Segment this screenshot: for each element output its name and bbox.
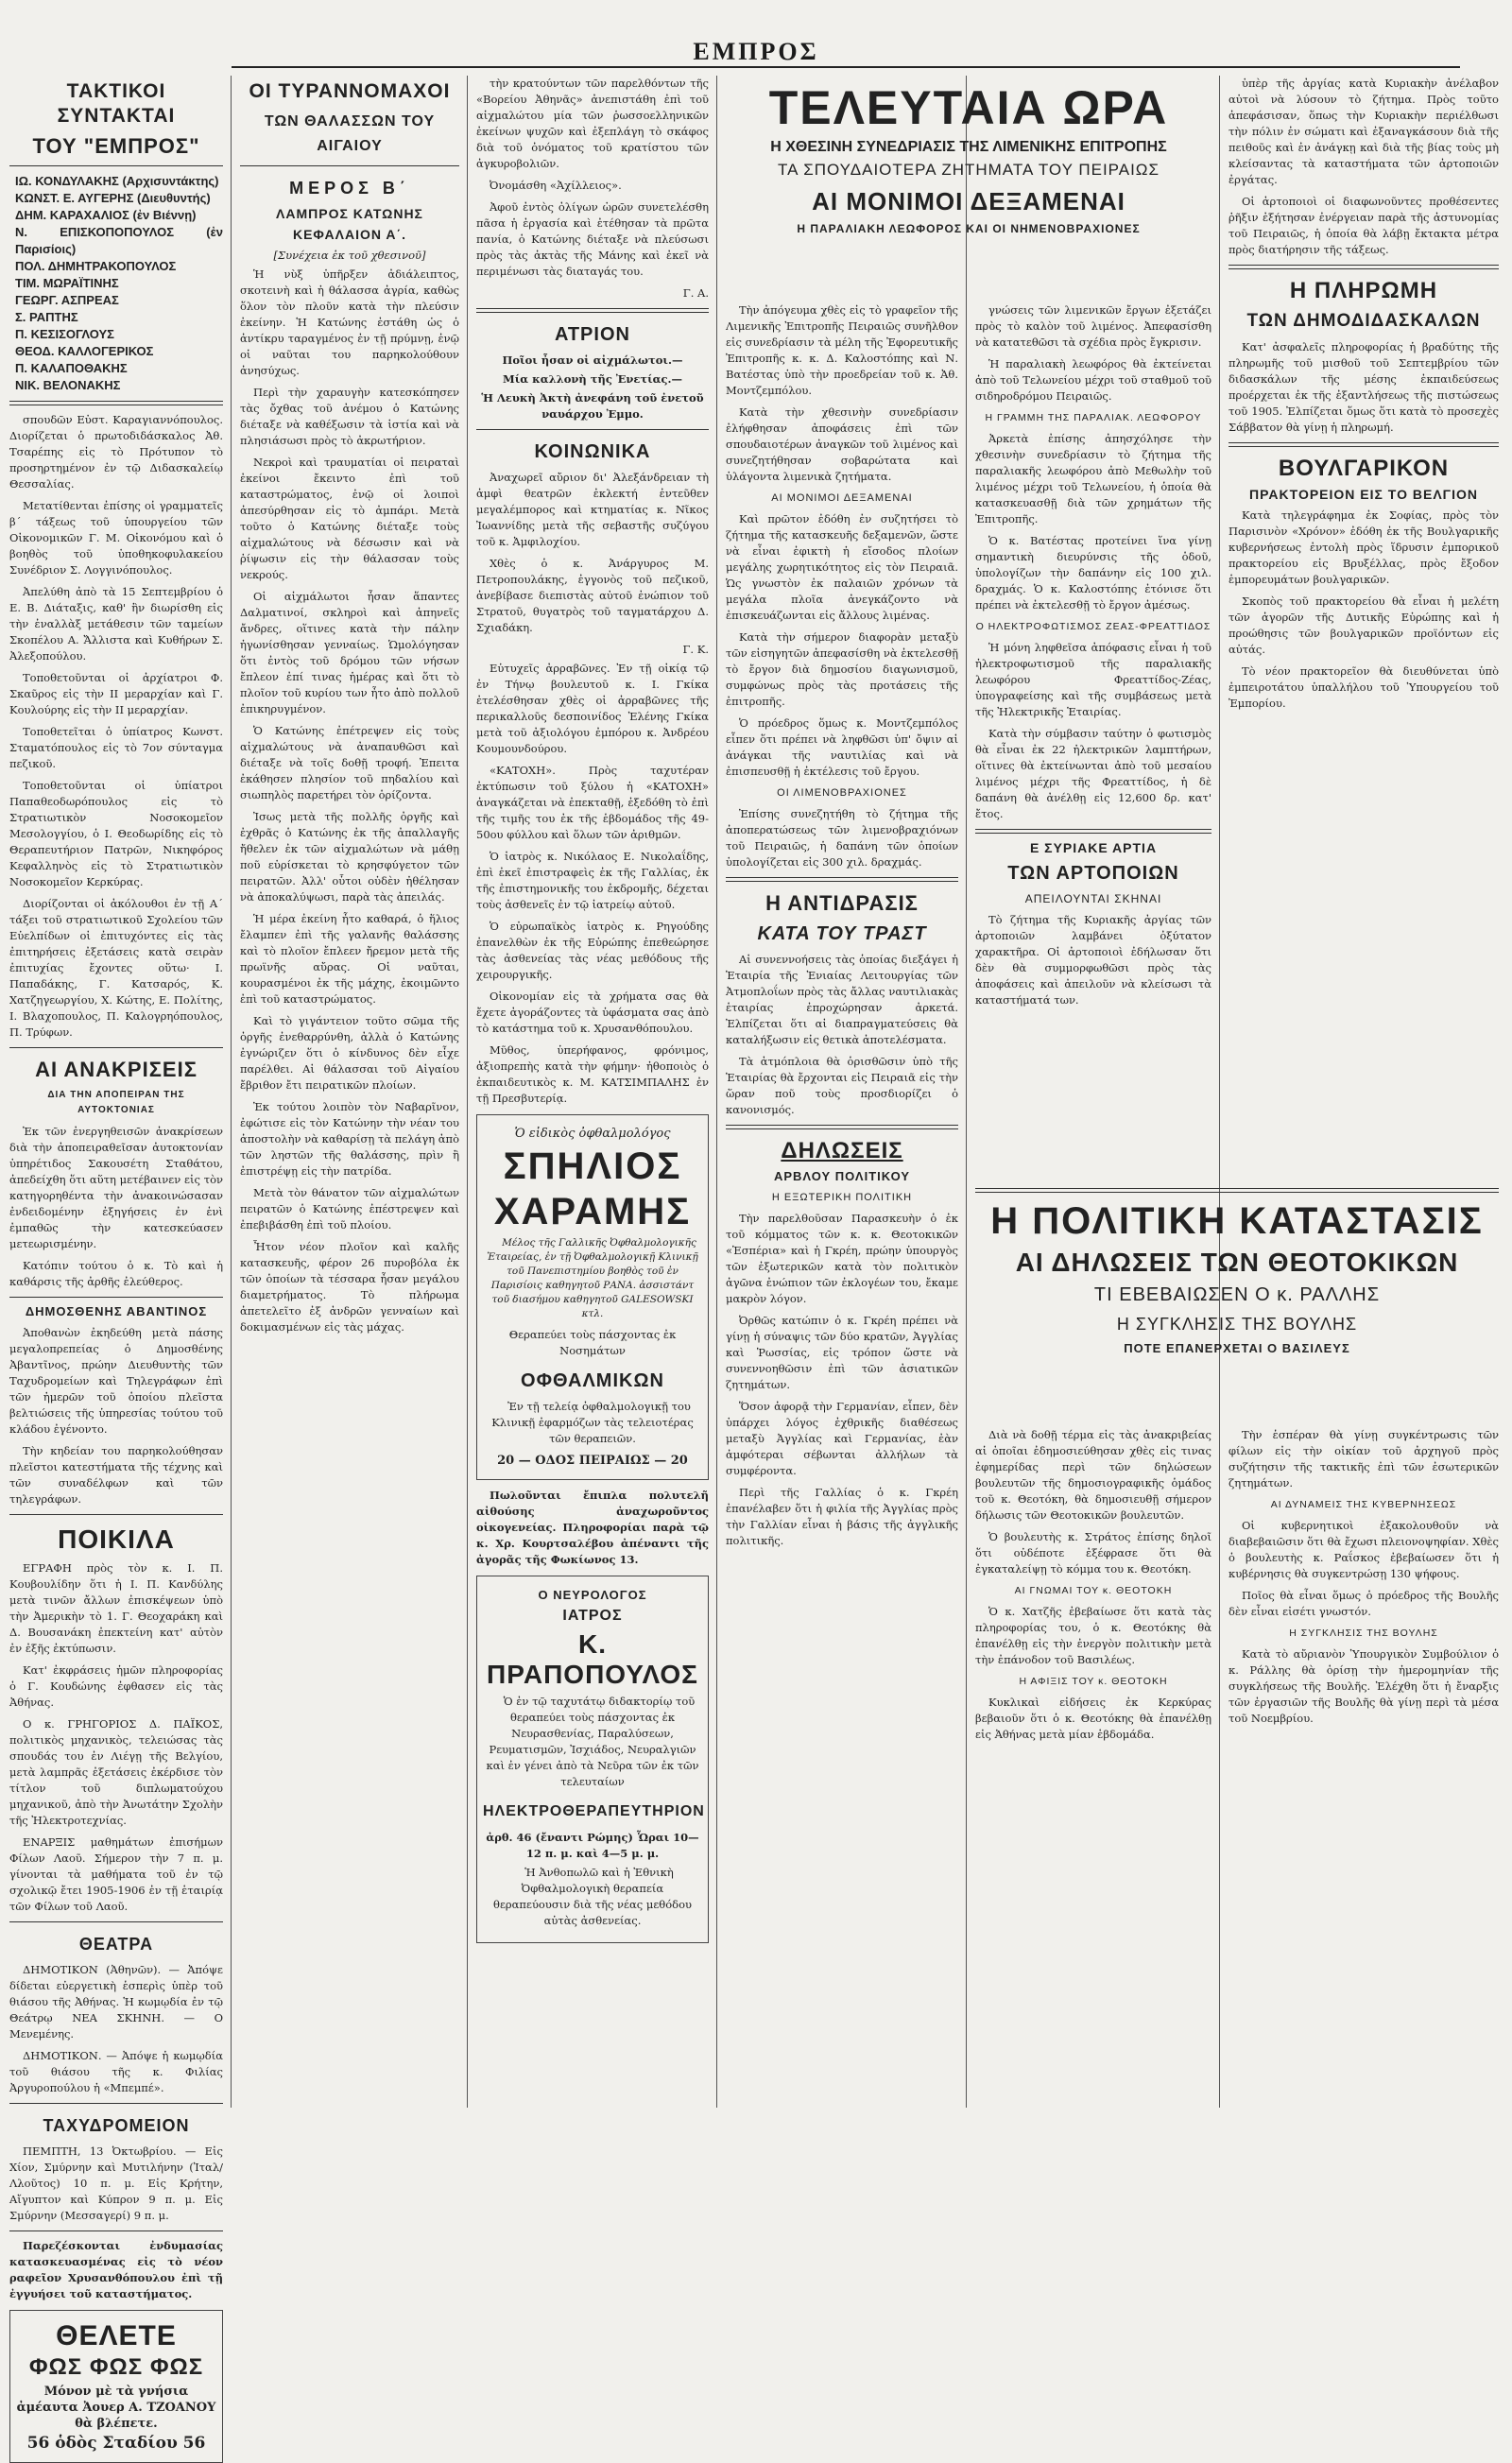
article-paragraph: ΕΝΑΡΞΙΣ μαθημάτων ἐπισήμων Φίλων Λαοῦ. Σήμερον τὴν 7 π. μ. γίνονται τὰ μαθήματα τοῦ ἐν τῷ σχολικῷ ἔτει 1905-1906 ἐν τῇ ἑταιρίᾳ τῶν Φίλων τοῦ Λαοῦ. — [9, 1835, 223, 1913]
serial-part: ΜΕΡΟΣ Β΄ — [289, 179, 410, 198]
column-6-lower — [1228, 1427, 1499, 2117]
serial-continued: [Συνέχεια ἐκ τοῦ χθεσινοῦ] — [273, 249, 426, 262]
article-paragraph: Κατὰ τὴν σύμβασιν ταύτην ὁ φωτισμὸς θὰ εἶναι ἐκ 22 ἠλεκτρικῶν λαμπτήρων, οἵτινες θὰ ἐκτείνωνται ἀπὸ τοῦ μεσαίου λιμένος μέχρι τῆς Φρεαττίδος, ἡ δὲ δαπάνη θὰ ἀνέλθῃ εἰς 12,600 δρ. κατ' ἔτος. — [975, 727, 1211, 820]
article-paragraph: Νεκροὶ καὶ τραυματίαι οἱ πειραταὶ ἐκείνοι ἔκειντο ἐπὶ τοῦ καταστρώματος, ἐνῷ οἱ λοιποὶ ἀπεσύρθησαν εἰς τὸ ἀμπάρι. Μετὰ τοῦτο ὁ Κατώνης διέταξε τοὺς αἰχμαλώτους νὰ δέσωσιν καὶ νὰ ῥίψωσιν εἰς τὴν θάλασσαν τοὺς νεκρούς. — [240, 456, 459, 581]
divider — [9, 2103, 223, 2104]
headline-sub: Η ΧΘΕΣΙΝΗ ΣΥΝΕΔΡΙΑΣΙΣ ΤΗΣ ΛΙΜΕΝΙΚΗΣ ΕΠΙΤΡΟΠΗΣ — [770, 139, 1167, 155]
divider — [9, 2230, 223, 2231]
ad-text: Μόνον μὲ τὰ γνήσια ἀμέαυτα Ἀουερ Α. ΤΖΟΑΝΟΥ θὰ βλέπετε. — [16, 2385, 216, 2431]
column-rule — [467, 76, 468, 2108]
divider — [9, 1921, 223, 1922]
section-subheading: Η ΓΡΑΜΜΗ ΤΗΣ ΠΑΡΑΛΙΑΚ. ΛΕΩΦΟΡΟΥ — [985, 412, 1202, 423]
ad-title: ΘΕΛΕΤΕ — [56, 2320, 177, 2351]
divider — [975, 1188, 1499, 1193]
ad-text: Ἡ Ἀνθοπωλῶ καὶ ἡ Ἐθνικὴ Ὀφθαλμολογικὴ θεραπεία θεραπεύουσιν διὰ τῆς νέας μεθόδου αὐτὰς ἀσθενείας. — [493, 1866, 692, 1927]
ad-headline: ΦΩΣ ΦΩΣ ΦΩΣ — [28, 2354, 204, 2380]
article-paragraph: Ἐκ τούτου λοιπὸν τὸν Ναβαρῖνον, ἐφώτισε εἰς τὸν Κατώνην τὴν νέαν του ἀποστολὴν νὰ καθαρίσῃ τὰ πελάγη ἀπὸ τῶν ληστῶν τῆς θαλάσσης, πρὶν ἢ ἐπιστρέψῃ εἰς τὴν πατρίδα. — [240, 1100, 459, 1178]
section-subheading: ΑΡΒΛΟΥ ΠΟΛΙΤΙΚΟΥ — [773, 1169, 910, 1183]
headline-sub: Η ΣΥΓΚΛΗΣΙΣ ΤΗΣ ΒΟΥΛΗΣ — [1116, 1315, 1358, 1334]
staff-name: Π. ΚΑΛΑΠΟΘΑΚΗΣ — [15, 361, 128, 375]
article-paragraph: ΔΗΜΟΤΙΚΟΝ (Ἀθηνῶν). — Ἀπόψε δίδεται εὐεργετικὴ ἑσπερὶς ὑπὲρ τοῦ θιάσου τῆς Ἀθήνας. Ἡ κωμῳδία ἐν τῷ Θεάτρῳ ΝΕΑ ΣΚΗΝΗ. — Ο Μενεμένης. — [9, 1963, 223, 2041]
divider — [9, 401, 223, 405]
divider — [726, 877, 958, 882]
article-paragraph: Ὀρθῶς κατώπιν ὁ κ. Γκρέη πρέπει νὰ γίνῃ ἡ σύναψις τῶν δύο κρατῶν, Ἀγγλίας καὶ Ῥωσσίας, εἰς τρόπον ὥστε νὰ συνεννοηθῶσιν ἐπὶ τῶν ἀσιατικῶν ζητημάτων. — [726, 1314, 958, 1391]
staff-name: Π. ΚΕΣΙΣΟΓΛΟΥΣ — [15, 327, 114, 341]
column-rule — [966, 76, 967, 2108]
article-paragraph: Ὁ κ. Χατζῆς ἐβεβαίωσε ὅτι κατὰ τὰς πληροφορίας του, ὁ κ. Θεοτόκης θὰ ἐπανέλθῃ εἰς τὴν ἐνεργὸν πολιτικὴν μετὰ τὴν ἐπάνοδον τοῦ Βασιλέως. — [975, 1605, 1211, 1666]
headline: Η ΠΟΛΙΤΙΚΗ ΚΑΤΑΣΤΑΣΙΣ — [990, 1200, 1484, 1242]
staff-name: Ν. ΕΠΙΣΚΟΠΟΠΟΥΛΟΣ (ἐν Παρισίοις) — [15, 225, 223, 256]
article-paragraph: Μῦθος, ὑπερήφανος, φρόνιμος, ἀξιοπρεπὴς κατὰ τὴν φήμην· ἠθοποιὸς ὁ ἐκπαιδευτικὸς κ. Μ. ΚΑΤΣΙΜΠΑΛΗΣ ἐν τῇ Πρεσβυτερίᾳ. — [476, 1043, 709, 1105]
article-paragraph: Αἱ συνεννοήσεις τὰς ὁποίας διεξάγει ἡ Ἑταιρία τῆς Ἑνιαίας Λειτουργίας τῶν Ἀτμοπλοΐων πρὸς τὰς ἄλλας ναυτιλιακὰς ἑταιρίας ἐπροχώρησαν ἀρκετά. Ἐλπίζεται ὅτι αἱ διαπραγματεύσεις θὰ καταλήξωσιν εἰς θετικὰ ἀποτελέσματα. — [726, 953, 958, 1046]
headline-sub: ΑΙ ΔΗΛΩΣΕΙΣ ΤΩΝ ΘΕΟΤΟΚΙΚΩΝ — [1015, 1248, 1459, 1277]
article-paragraph: Σκοπὸς τοῦ πρακτορείου θὰ εἶναι ἡ μελέτη τῶν ἀγορῶν τῆς Δυτικῆς Εὐρώπης καὶ ἡ προώθησις τῶν βουλγαρικῶν προϊόντων εἰς αὐτάς. — [1228, 594, 1499, 656]
divider — [9, 165, 223, 166]
article-paragraph: Χθὲς ὁ κ. Ἀνάργυρος Μ. Πετροπουλάκης, ἐγγονὸς τοῦ πεζικοῦ, ἀνεβίβασε διεπιστὰς αὐτοῦ ἐνώπιον τοῦ Στρατοῦ, θυγατρὸς τοῦ ταγματάρχου Δ. Σχιαδάκη. — [476, 557, 709, 634]
section-heading: ΤΑΧΥΔΡΟΜΕΙΟΝ — [43, 2116, 190, 2135]
article-paragraph: ΕΓΡΑΦΗ πρὸς τὸν κ. Ι. Π. Κουβουλίδην ὅτι ἡ Ι. Π. Κανδύλης μετὰ τινῶν ἄλλων ἐπισκέψεων ὑπὸ τὴν Ἀμερικὴν τὸ 1. Γ. Θεοχαράκη καὶ Δ. Βουσανάκη ἐπεκτείνη κατ' αὐτὸν ἐν ἐξῆς ἐκτύπωσιν. — [9, 1561, 223, 1655]
article-paragraph: Καὶ πρῶτον ἐδόθη ἐν συζητήσει τὸ ζήτημα τῆς κατασκευῆς δεξαμενῶν, ὥστε νὰ εἶναι ἐφικτὴ ἡ εἴσοδος πλοίων μεγάλης χωρητικότητος εἰς τὸν Πειραιᾶ. Ὡς γνωστὸν ἐκ παλαιῶν χρόνων τὰ μεγάλα πλοῖα ἀνεγκάζοντο νὰ ἐπισκευάζωνται εἰς ἄλλους λιμένας. — [726, 512, 958, 622]
divider — [9, 1297, 223, 1298]
article-paragraph: Περὶ τὴν χαραυγὴν κατεσκόπησεν τὰς ὄχθας τοῦ ἀνέμου ὁ Κατώνης διέταξε νὰ καθέξωσιν τὰ ἱστία καὶ νὰ πλησιάσωσι πρὸς τὸ ἀκρωτήριον. — [240, 386, 459, 447]
column-4 — [726, 302, 958, 2117]
ad-headline: ΟΦΘΑΛΜΙΚΩΝ — [521, 1370, 664, 1391]
divider — [1228, 442, 1499, 447]
section-subheading: ΑΙ ΜΟΝΙΜΟΙ ΔΕΞΑΜΕΝΑΙ — [771, 492, 913, 504]
article-paragraph: Τὴν ἑσπέραν θὰ γίνῃ συγκέντρωσις τῶν φίλων εἰς τὴν οἰκίαν τοῦ ἀρχηγοῦ πρὸς συζήτησιν τῆς τακτικῆς ἐπὶ τῶν ἐσωτερικῶν ζητημάτων. — [1228, 1428, 1499, 1490]
article-paragraph: Τὰ ἀτμόπλοια θὰ ὁρισθῶσιν ὑπὸ τῆς Ἑταιρίας θὰ ἔρχονται εἰς Πειραιᾶ εἰς τὴν ὥραν ποῦ τοὺς προσδιορίζει ὁ κανονισμός. — [726, 1055, 958, 1116]
column-rule — [231, 76, 232, 2108]
ad-text: Ἐν τῇ τελείᾳ ὀφθαλμολογικῇ του Κλινικῇ ἐφαρμόζων τὰς τελειοτέρας τῶν θεραπειῶν. — [491, 1400, 694, 1445]
column-2 — [240, 76, 459, 2117]
article-paragraph: Οἰκονομίαν εἰς τὰ χρήματα σας θὰ ἔχετε ἀγοράζοντες τὰ ὑφάσματα σας ἀπὸ τὸ κατάστημα τοῦ κ. Χρυσανθόπουλου. — [476, 990, 709, 1035]
section-heading: ΠΟΙΚΙΛΑ — [58, 1524, 175, 1554]
column-6 — [1228, 76, 1499, 1172]
ad-name: ΣΠΗΛΙΟΣ — [503, 1145, 682, 1187]
column-rule — [716, 76, 717, 2108]
article-paragraph: Τὴν ἀπόγευμα χθὲς εἰς τὸ γραφεῖον τῆς Λιμενικῆς Ἐπιτροπῆς Πειραιῶς συνῆλθον εἰς συνεδρίασιν τὰ μέλη τῆς Ἐφορευτικῆς Ἐπιτροπῆς κ. κ. Δ. Καλοστόπης καὶ Ν. Βατέστας ὑπὸ τὴν προεδρείαν τοῦ κ. Ἀθ. Μοντζεμπόλου. — [726, 303, 958, 397]
article-paragraph: Ἀφοῦ ἐντὸς ὀλίγων ὡρῶν συνετελέσθη πᾶσα ἡ ἐργασία καὶ ἐτέθησαν τὰ πρῶτα πανία, ὁ Κατώνης διέταξε νὰ πλεύσωσι πρὸς τὰς ἀκτὰς τῆς Μάνης καὶ ἐκεῖ νὰ περιμένωσι τὰς διαταγάς του. — [476, 200, 709, 278]
article-paragraph: Ἐκ τῶν ἐνεργηθεισῶν ἀνακρίσεων διὰ τὴν ἀποπειραθεῖσαν ἀυτοκτονίαν ὑπηρέτιδος Σακουσέτη Σταθάτου, ἀπεδείχθη ὅτι αὕτη μετέβαινεν εἰς τὸν κατηγορηθέντα τὴν ἀνακοινώσασαν ἐνδειδομένην ἐξηγήσεις ἐν ἑνὶ ἐμπαθῶς τὴν κατεσκεύασεν μετεωρισμένην. — [9, 1125, 223, 1250]
article-paragraph: σπουδῶν Εὐστ. Καραγιαννόπουλος. Διορίζεται ὁ πρωτοδιδάσκαλος Ἀθ. Τσαρέπης εἰς τὸ Πρότυπον τὸ προσηρτημένον ἐν τῷ Διδασκαλείῳ Θεσσαλίας. — [9, 413, 223, 491]
section-heading: ΘΕΑΤΡΑ — [78, 1935, 154, 1954]
article-paragraph: Ἡ μόνη ληφθεῖσα ἀπόφασις εἶναι ἡ τοῦ ἠλεκτροφωτισμοῦ τῆς παραλιακῆς λεωφόρου Φρεαττίδος-Ζέας, ὑπογραφείσης καὶ τῆς συμβάσεως μετὰ τῆς Ἠλεκτρικῆς Ἑταιρίας. — [975, 641, 1211, 718]
ad-headline: ΗΛΕΚΤΡΟΘΕΡΑΠΕΥΤΗΡΙΟΝ — [483, 1803, 705, 1819]
article-paragraph: Ὁ ἰατρὸς κ. Νικόλαος Ε. Νικολαΐδης, ἐπὶ ἐκεῖ ἐπιστραφεὶς ἐκ τῆς Γαλλίας, ἐκ τῆς ἐπιστημονικῆς του ἐκδρομῆς, δέχεται τοὺς ἀσθενεῖς ἐν τῷ ἰατρείῳ αὐτοῦ. — [476, 850, 709, 911]
article-paragraph: Διορίζονται οἱ ἀκόλουθοι ἐν τῇ Α΄ τάξει τοῦ στρατιωτικοῦ Σχολείου τῶν Εὐελπίδων οἱ ἐπιτυχόντες εἰς τὰς ἐπιτηρήσεις ἐξετάσεις κατὰ σειρὰν ἐπιτυχίας ἔχοντες οὕτω· Ι. Παπαδάκης, Γ. Κατσαρός, Κ. Χατζηγεωργίου, Χ. Κώτης, Ε. Πολίτης, Ι. Βλαχοπουλος, Π. Καλογρηόπουλος, Π. Τρύφων. — [9, 897, 223, 1039]
lead-story-header — [726, 76, 1211, 293]
article-paragraph: Οἱ αἰχμάλωτοι ἦσαν ἅπαντες Δαλματινοί, σκληροὶ καὶ ἀπηνεῖς ἄνδρες, οἵτινες κατὰ τὴν πάλην ἠγωνίσθησαν γενναίως. Ὡμολόγησαν ὅτι ἐντὸς τοῦ δρόμου τῶν νήσων ἔπλεον ἐπί τινας ἡμέρας καὶ ὅτι τὸ πλοῖον τοῦ κυρίου των ἦτο ἀπὸ πολλοῦ ἐπικηρυγμένον. — [240, 590, 459, 715]
section-subheading: ΑΙ ΔΥΝΑΜΕΙΣ ΤΗΣ ΚΥΒΕΡΝΗΣΕΩΣ — [1270, 1499, 1457, 1510]
section-heading: ΑΙ ΑΝΑΚΡΙΣΕΙΣ — [35, 1058, 198, 1081]
headline-sub: ΑΙ ΜΟΝΙΜΟΙ ΔΕΞΑΜΕΝΑΙ — [812, 187, 1125, 215]
serial-title: ΟΙ ΤΥΡΑΝΝΟΜΑΧΟΙ — [249, 80, 451, 102]
ad-address: 56 ὁδὸς Σταδίου 56 — [26, 2434, 206, 2453]
column-3 — [476, 76, 709, 2117]
divider — [476, 429, 709, 430]
section-subheading: Η ΑΦΙΞΙΣ ΤΟΥ κ. ΘΕΟΤΟΚΗ — [1019, 1676, 1168, 1687]
section-subheading: ΔΙΑ ΤΗΝ ΑΠΟΠΕΙΡΑΝ ΤΗΣ ΑΥΤΟΚΤΟΝΙΑΣ — [47, 1090, 185, 1115]
article-paragraph: Ἡ νὺξ ὑπῆρξεν ἀδιάλειπτος, σκοτεινὴ καὶ ἡ θάλασσα ἀγρία, καθὼς ὅλον τὸν πλοῦν κατὰ τὴν πλεύσιν ἐκείνην. Ἡ Κατώνης ἐστάθη ὡς ὁ ἀντίκρυ ταραγμένος ἐν τῇ πρύμνῃ, ἐνῷ οἱ ναῦται του παρηκολούθουν ἀνησύχως. — [240, 267, 459, 377]
staff-name: ΝΙΚ. ΒΕΛΟΝΑΚΗΣ — [15, 378, 121, 392]
headline-sub: Η ΠΑΡΑΛΙΑΚΗ ΛΕΩΦΟΡΟΣ ΚΑΙ ΟΙ ΝΗΜΕΝΟΒΡΑΧΙΟΝΕΣ — [797, 222, 1141, 235]
section-heading: ΤΩΝ ΔΗΜΟΔΙΔΑΣΚΑΛΩΝ — [1246, 311, 1481, 331]
article-paragraph: Τοποθετεῖται ὁ ὑπίατρος Κωνστ. Σταματόπουλος εἰς τὸ 7ον σύνταγμα πεζικοῦ. — [9, 725, 223, 770]
staff-name: Σ. ΡΑΠΤΗΣ — [15, 310, 78, 324]
section-heading: ΚΑΤΑ ΤΟΥ ΤΡΑΣΤ — [757, 923, 927, 944]
classified-ad: Πωλοῦνται ἔπιπλα πολυτελῆ αἰθούσης ἀναχωροῦντος οἰκογενείας. Πληροφορίαι παρὰ τῷ κ. Χρ. Κουρτσαλέβου ἀπέναντι τῆς ἀγορᾶς τῆς Φωκίωνος 13. — [476, 1489, 709, 1566]
headline: ΤΕΛΕΥΤΑΙΑ ΩΡΑ — [768, 81, 1169, 134]
section-heading: ΤΩΝ ΑΡΤΟΠΟΙΩΝ — [1007, 863, 1179, 884]
teaser: Μία καλλονὴ τῆς Ἐνετίας.— — [502, 372, 683, 386]
teaser: Ποῖοι ἦσαν οἱ αἰχμάλωτοι.— — [502, 353, 683, 367]
section-heading: ΔΗΜΟΣΘΕΝΗΣ ΑΒΑΝΤΙΝΟΣ — [25, 1304, 208, 1318]
ad-title: ΙΑΤΡΟΣ — [562, 1608, 623, 1624]
article-paragraph: Ὁ εὐρωπαϊκὸς ἰατρὸς κ. Ρηγούδης ἐπανελθὼν ἐκ τῆς Εὐρώπης ἐπεθεώρησε τὰς ἀσθενείας τὰς νέας μεθόδους τῆς χειρουργικῆς. — [476, 920, 709, 981]
ad-name: Κ. ΠΡΑΠΟΠΟΥΛΟΣ — [487, 1629, 698, 1689]
article-paragraph: τὴν κρατούντων τῶν παρελθόντων τῆς «Βορείου Ἀθηνᾶς» ἀνεπιστάθη ἐπὶ τοῦ αἰχμαλώτου μία τῶν ῥωσσοελληνικῶν ἐκείνων ψυχῶν καὶ ἐξεπλάγη τὸ σκάφος διὰ τοῦ ὀνόματος τοῦ κρατίστου τῶν ἀγκυροβολιῶν. — [476, 77, 709, 170]
divider — [1228, 265, 1499, 269]
article-paragraph: Ὀνομάσθη «Ἀχίλλειος». — [490, 179, 622, 192]
ad-kicker: Ὁ εἰδικὸς ὀφθαλμολόγος — [514, 1127, 671, 1141]
headline-sub: ΤΙ ΕΒΕΒΑΙΩΣΕΝ Ο κ. ΡΑΛΛΗΣ — [1093, 1284, 1381, 1305]
ad-kicker: Ο ΝΕΥΡΟΛΟΓΟΣ — [538, 1588, 647, 1602]
article-paragraph: Ποῖος θὰ εἶναι ὅμως ὁ πρόεδρος τῆς Βουλῆς δὲν εἶναι εἰσέτι γνωστόν. — [1228, 1589, 1499, 1618]
column-rule — [1219, 76, 1220, 2108]
article-paragraph: Κατὰ τὴν σήμερον διαφορὰν μεταξὺ τῶν εἰσηγητῶν ἀπεφασίσθη νὰ ἐκτελεσθῇ τὸ ἔργον διὰ δημοσίου διαγωνισμοῦ, συμφώνως πρὸς τὰς προτάσεις τῆς ἐπιτροπῆς. — [726, 630, 958, 708]
staff-title: ΤΑΚΤΙΚΟΙ ΣΥΝΤΑΚΤΑΙ — [57, 80, 176, 127]
article-paragraph: Κυκλικαὶ εἰδήσεις ἐκ Κερκύρας βεβαιοῦν ὅτι ὁ κ. Θεοτόκης θὰ ἐπανέλθῃ εἰς Ἀθήνας μετὰ μίαν ἑβδομάδα. — [975, 1696, 1211, 1741]
article-paragraph: Κατὰ τηλεγράφημα ἐκ Σοφίας, πρὸς τὸν Παρισινὸν «Χρόνον» ἐδόθη ἐκ τῆς Βουλγαρικῆς κυβερνήσεως ἐντολὴ πρὸς ἵδρυσιν ἐμπορικοῦ πρακτορείου εἰς Βρυξέλλας, πρὸς ἔξοδον ἑμπορευμάτων βουλγαρικῶν. — [1228, 508, 1499, 586]
section-subheading: ΟΙ ΛΙΜΕΝΟΒΡΑΧΙΟΝΕΣ — [777, 787, 907, 799]
politics-header — [975, 1181, 1499, 1418]
article-paragraph: Ἐπίσης συνεζητήθη τὸ ζήτημα τῆς ἀποπερατώσεως τῶν λιμενοβραχιόνων τοῦ Πειραιῶς, ἡ δαπάνη τῶν ὁποίων ὑπολογίζεται εἰς 300 χιλ. δραχμάς. — [726, 807, 958, 869]
article-paragraph: «ΚΑΤΟΧΗ». Πρὸς ταχυτέραν ἐκτύπωσιν τοῦ ξύλου ἡ «ΚΑΤΟΧΗ» ἀναγκάζεται νὰ ἐπεκταθῇ, ἐξεδόθη τὸ ἐπὶ τῆς τιμῆς του ἐκ τῆς ἑβδομάδος τῆς 49-50ου φύλλου καὶ ὅλων τῶν ἀριθμῶν. — [476, 764, 709, 841]
advertisement — [9, 2310, 223, 2463]
article-paragraph: Ὁ βουλευτὴς κ. Στράτος ἐπίσης δηλοῖ ὅτι οὐδέποτε ἐξέφρασε ὅτι θὰ ἐγκαταλείψῃ τὸ κόμμα του κ. Θεοτόκη. — [975, 1530, 1211, 1576]
article-paragraph: ὑπὲρ τῆς ἀργίας κατὰ Κυριακὴν ἀνέλαβον αὐτοὶ νὰ λύσουν τὸ ζήτημα. Πρὸς τοῦτο ἀπεφάσισαν, ὅπως τὴν Κυριακὴν περιέλθωσι τὴν πόλιν ἐν σώματι καὶ ἐξαναγκάσουν διὰ τῆς πειθοῦς καὶ ἐν ἀνάγκῃ καὶ διὰ τῆς βίας τοὺς μὴ κλείσαντας τὰ καταστήματα τῶν ἀρτοποιῶν ἐργάτας. — [1228, 77, 1499, 186]
divider — [9, 1514, 223, 1515]
staff-name: ΤΙΜ. ΜΩΡΑΪΤΙΝΗΣ — [15, 276, 119, 290]
divider — [240, 165, 459, 166]
ad-hours: ἀρθ. 46 (ἔναντι Ρώμης) Ὧραι 10—12 π. μ. καὶ 4—5 μ. μ. — [486, 1831, 699, 1860]
article-paragraph: Κατ' ἐκφράσεις ἡμῶν πληροφορίας ὁ Γ. Κουδώνης ἐφθασεν εἰς τὰς Ἀθήνας. — [9, 1663, 223, 1709]
article-paragraph: Τὴν παρελθοῦσαν Παρασκευὴν ὁ ἐκ τοῦ κόμματος τῶν κ. κ. Θεοτοκικῶν «Ἑσπέρια» καὶ ἡ Γκρέη, πρώην ὑπουργὸς τῶν ἐξωτερικῶν κατὰ τὸν πολιτικὸν ἀγῶνα ἐνώπιον τῶν ἐκλογέων του, ἔκαμε μακρὸν λόγον. — [726, 1212, 958, 1305]
signature: Γ. Κ. — [682, 643, 709, 656]
article-paragraph: Κατὰ τὴν χθεσινὴν συνεδρίασιν ἐλήφθησαν ἀποφάσεις ἐπὶ τῶν σπουδαιοτέρων ἀναγκῶν τοῦ λιμένος καὶ συνεζητήθησαν σοβαρώτατα καὶ ὑλάγοντα λιμενικὰ ζητήματα. — [726, 405, 958, 483]
article-paragraph: Ἀρκετὰ ἐπίσης ἀπησχόλησε τὴν χθεσινὴν συνεδρίασιν τὸ ζήτημα τῆς παραλιακῆς λεωφόρου ἀπὸ Μεθωλὴν τοῦ λιμένος μέχρι τοῦ Τελωνείου, ἡ ὁποία θὰ κατασκευασθῇ διὰ τῶν χρημάτων τῆς Ἐπιτροπῆς. — [975, 432, 1211, 525]
article-paragraph: Περὶ τῆς Γαλλίας ὁ κ. Γκρέη ἐπανέλαβεν ὅτι ἡ φιλία τῆς Ἀγγλίας πρὸς τὴν Γαλλίαν εἶναι ἡ βάσις τῆς ἀγγλικῆς πολιτικῆς. — [726, 1486, 958, 1547]
article-paragraph: Ἦτον νέον πλοῖον καὶ καλῆς κατασκευῆς, φέρον 26 πυροβόλα ἐκ τῶν ὁποίων τὰ τέσσαρα ἦσαν μεγάλου διαμετρήματος. Τὸ πλήρωμα ἀπετελεῖτο ἐξ ἀνδρῶν γενναίων καὶ δοκιμασμένων εἰς τὰς μάχας. — [240, 1240, 459, 1334]
staff-name: ΔΗΜ. ΚΑΡΑΧΑΛΙΟΣ (ἐν Βιέννῃ) — [15, 208, 197, 222]
section-subheading: ΠΡΑΚΤΟΡΕΙΟΝ ΕΙΣ ΤΟ ΒΕΛΓΙΟΝ — [1249, 487, 1478, 502]
serial-title-2: ΤΩΝ ΘΑΛΑΣΣΩΝ ΤΟΥ ΑΙΓΑΙΟΥ — [264, 113, 436, 154]
article-paragraph: Εὐτυχεῖς ἀρραβῶνες. Ἐν τῇ οἰκίᾳ τῷ ἐν Τήνῳ βουλευτοῦ κ. Ι. Γκίκα ἐτελέσθησαν χθὲς οἱ ἀρραβῶνες τῆς περικαλλοῦς δεσποινίδος Ἐλένης Γκίκα μετὰ τοῦ ἀξιολόγου ἐμπόρου κ. Ἀνδρέου Κουμουνδούρου. — [476, 662, 709, 755]
advertisement-neurologist — [476, 1576, 709, 1943]
staff-title-2: ΤΟΥ "ΕΜΠΡΟΣ" — [32, 134, 200, 158]
staff-name: ΓΕΩΡΓ. ΑΣΠΡΕΑΣ — [15, 293, 119, 307]
divider — [726, 1125, 958, 1129]
ad-name: ΧΑΡΑΜΗΣ — [493, 1191, 692, 1232]
section-subheading: Ο ΗΛΕΚΤΡΟΦΩΤΙΣΜΟΣ ΖΕΑΣ-ΦΡΕΑΤΤΙΔΟΣ — [975, 621, 1211, 632]
signature: Γ. Α. — [682, 286, 709, 300]
divider — [9, 1047, 223, 1048]
teaser: Ἡ Λευκὴ Ἀκτὴ ἀνεφάνη τοῦ ἐνετοῦ ναυάρχου Ἐμμο. — [481, 391, 704, 421]
staff-name: ΚΩΝΣΤ. Ε. ΑΥΓΕΡΗΣ (Διευθυντής) — [15, 191, 211, 205]
headline-sub: ΤΑ ΣΠΟΥΔΑΙΟΤΕΡΑ ΖΗΤΗΜΑΤΑ ΤΟΥ ΠΕΙΡΑΙΩΣ — [777, 161, 1160, 179]
article-paragraph: Κατόπιν τούτου ὁ κ. Τὸ καὶ ἡ καθάρσις τῆς ἀρθῆς ἐλεύθερος. — [9, 1259, 223, 1288]
column-1 — [9, 76, 223, 2453]
article-paragraph: Ἡ μέρα ἐκείνη ἦτο καθαρά, ὁ ἥλιος ἔλαμπεν ἐπὶ τῆς γαλανῆς θαλάσσης καὶ τὸ πλοῖον ἔπλεεν ἤρεμον μετὰ τῆς πρωϊνῆς αὔρας. Οἱ ναῦται, κουρασμένοι ἐκ τῆς μάχης, ἐκοιμῶντο ἐπὶ τοῦ καταστρώματος. — [240, 912, 459, 1006]
article-paragraph: Ἡ παραλιακὴ λεωφόρος θὰ ἐκτείνεται ἀπὸ τοῦ Τελωνείου μέχρι τοῦ σταθμοῦ τοῦ σιδηροδρόμου Πειραιῶς. — [975, 357, 1211, 403]
section-heading: Η ΠΛΗΡΩΜΗ — [1289, 278, 1438, 303]
ad-address: 20 — ΟΔΟΣ ΠΕΙΡΑΙΩΣ — 20 — [497, 1454, 688, 1468]
headline-sub: ΠΟΤΕ ΕΠΑΝΕΡΧΕΤΑΙ Ο ΒΑΣΙΛΕΥΣ — [1124, 1341, 1350, 1355]
top-rule — [232, 66, 1460, 68]
article-paragraph: Ἀπελύθη ἀπὸ τὰ 15 Σεπτεμβρίου ὁ Ε. Β. Διάταξις, καθ' ἣν διωρίσθη εἰς τὴν ἐναλλὰξ μετάθεσιν τῶν ταμείων Σκοπέλου Α. Ἄλλιστα καὶ Κυθήρων Σ. Ἀλεξοπούλου. — [9, 585, 223, 663]
masthead: ΕΜΠΡΟΣ — [693, 38, 819, 65]
ad-text: Ὁ ἐν τῷ ταχυτάτῳ διδακτορίῳ τοῦ θεραπεύει τοὺς πάσχοντας ἐκ Νευρασθενίας, Παραλύσεων, Ρευματισμῶν, Ἰσχιάδος, Νευραλγιῶν καὶ ἐν γένει ἀπὸ τὰ Νεῦρα τῶν ἐκ τῶν τελευταίων — [486, 1695, 699, 1788]
serial-chapter: ΚΕΦΑΛΑΙΟΝ Α΄. — [292, 227, 407, 242]
staff-list — [9, 173, 223, 394]
article-paragraph: Ὁ κ. Βατέστας προτείνει ἵνα γίνῃ σημαντικὴ διευρύνσις τῆς ὁδοῦ, ὑπολογίζων τὴν δαπάνην εἰς 100 χιλ. δραχμάς. Ὁ κ. Καλοστόπης ἐτόνισε ὅτι πρέπει νὰ ἐκτελεσθῇ τὸ ἔργον ἀμέσως. — [975, 534, 1211, 611]
section-subheading: Η ΣΥΓΚΛΗΣΙΣ ΤΗΣ ΒΟΥΛΗΣ — [1289, 1628, 1438, 1639]
divider — [476, 308, 709, 313]
section-heading: Ε ΣΥΡΙΑΚΕ ΑΡΤΙΑ — [1029, 840, 1158, 855]
article-paragraph: Ὅσον ἀφορᾷ τὴν Γερμανίαν, εἶπεν, δὲν ὑπάρχει λόγος ἐχθρικῆς διαθέσεως μεταξὺ Ἀγγλίας καὶ Γερμανίας, ἐὰν ἀμφότεραι σέβωνται ἀλλήλων τὰ συμφέροντα. — [726, 1400, 958, 1477]
article-paragraph: Οἱ ἀρτοποιοὶ οἱ διαφωνοῦντες προθέσεντες ῥῆξιν ἐξήτησαν ἐνέργειαν παρὰ τῆς ἀστυνομίας τοῦ Πειραιῶς, ἡ ὁποία θὰ λάβῃ ἔκτακτα μέτρα πρὸς διατήρησιν τῆς τάξεως. — [1228, 195, 1499, 256]
advertisement-ophthalmologist — [476, 1114, 709, 1480]
staff-name: ΠΟΛ. ΔΗΜΗΤΡΑΚΟΠΟΥΛΟΣ — [15, 259, 177, 273]
section-heading: Η ΑΝΤΙΔΡΑΣΙΣ — [765, 891, 919, 915]
article-paragraph: Διὰ νὰ δοθῇ τέρμα εἰς τὰς ἀνακριβείας αἱ ὁποῖαι ἐδημοσιεύθησαν χθὲς εἰς τινας ἐφημερίδας περὶ τῶν δηλώσεων βουλευτῶν τῆς δημοσιογραφικῆς ὁμάδος τοῦ κ. Θεοτόκη, θὰ δημοσιευθῇ σήμερον δήλωσις τῶν Θεοτοκικῶν βουλευτῶν. — [975, 1428, 1211, 1522]
divider — [975, 829, 1211, 834]
article-paragraph: Κατ' ἀσφαλεῖς πληροφορίας ἡ βραδύτης τῆς πληρωμῆς τοῦ μισθοῦ τοῦ Σεπτεμβρίου τῶν διδασκάλων τῆς μέσης ἐκπαιδεύσεως προέρχεται ἐκ τῆς ἐξαντλήσεως τῆς πιστώσεως τοῦ 1905. Ἐλπίζεται ὅμως ὅτι κατὰ τὸ προσεχὲς Σάββατον θὰ γίνῃ ἡ πληρωμή. — [1228, 340, 1499, 434]
section-heading: ΒΟΥΛΓΑΡΙΚΟΝ — [1278, 456, 1450, 481]
article-paragraph: Κατὰ τὸ αὔριανὸν Ὑπουργικὸν Συμβούλιον ὁ κ. Ράλλης θὰ ὁρίσῃ τὴν ἡμερομηνίαν τῆς συγκλήσεως τῆς Βουλῆς. Ἐλέχθη ὅτι ἡ ἔναρξις τῶν ἐργασιῶν τῆς Βουλῆς θὰ γίνῃ περὶ τὰ μέσα τοῦ Νοεμβρίου. — [1228, 1647, 1499, 1725]
article-paragraph: ΠΕΜΠΤΗ, 13 Ὀκτωβρίου. — Εἰς Χίον, Σμύρνην καὶ Μυτιλήνην (Ἰταλ/Λλοῦτος) 10 π. μ. Εἰς Κρήτην, Αἴγυπτον καὶ Κύπρον 9 π. μ. Εἰς Σμύρνην (Μεσσαγερί) 9 π. μ. — [9, 2144, 223, 2222]
section-subheading: ΑΠΕΙΛΟΥΝΤΑΙ ΣΚΗΝΑΙ — [1024, 892, 1162, 905]
article-paragraph: Οἱ κυβερνητικοὶ ἐξακολουθοῦν νὰ διαβεβαιῶσιν ὅτι θὰ ἔχωσι πλειονοψηφίαν. Χθὲς ὁ βουλευτὴς κ. Ραΐσκος ἐβεβαίωσεν ὅτι ἡ κυβέρνησις θὰ συγκεντρώσῃ 130 ψήφους. — [1228, 1519, 1499, 1580]
article-paragraph: Ο κ. ΓΡΗΓΟΡΙΟΣ Δ. ΠΑΪΚΟΣ, πολιτικὸς μηχανικὸς, τελειώσας τὰς σπουδάς του ἐν Λιέγῃ τῆς Βελγίου, μετὰ λαμπρᾶς ἐξετάσεις ἐκέρδισε τὸν τίτλον τοῦ διπλωματούχου μηχανικοῦ, ἀπὸ τὴν Ἀνωτάτην Σχολὴν τῆς Ἠλεκτροτεχνίας. — [9, 1717, 223, 1827]
article-paragraph: Ὁ πρόεδρος ὅμως κ. Μοντζεμπόλος εἶπεν ὅτι πρέπει νὰ ληφθῶσι ὑπ' ὄψιν αἱ ἀνάγκαι τῆς ναυτιλίας καὶ νὰ ἐπισπευσθῇ ἡ ἐκτέλεσις τοῦ ἔργου. — [726, 716, 958, 778]
article-paragraph: ΔΗΜΟΤΙΚΟΝ. — Ἀπόψε ἡ κωμῳδία τοῦ θιάσου τῆς κ. Φιλίας Ἀργυροπούλου ἡ «Μπεμπέ». — [9, 2049, 223, 2094]
article-paragraph: Μετατίθενται ἐπίσης οἱ γραμματεῖς β΄ τάξεως τοῦ ὑπουργείου τῶν Οἰκονομικῶν Γ. Μ. Οἰκονόμου καὶ ὁ βοηθὸς τοῦ ὑποθηκοφυλακείου Συνέδριον Σ. Λογγινόπουλος. — [9, 499, 223, 577]
column-5-lower — [975, 1427, 1211, 2117]
section-heading: ΔΗΛΩΣΕΙΣ — [781, 1138, 903, 1163]
section-heading: ΚΟΙΝΩΝΙΚΑ — [534, 441, 651, 462]
article-paragraph: Καὶ τὸ γιγάντειον τοῦτο σῶμα τῆς ὀργῆς ἐνεθαρρύνθη, ἀλλὰ ὁ Κατώνης ἐγνώριζεν ὅτι ὁ κίνδυνος δὲν εἶχε παρέλθει. Αἱ θάλασσαι τοῦ Αἰγαίου ἔβριθον ἔτι πειρατικῶν πλοίων. — [240, 1014, 459, 1092]
article-paragraph: Τὸ ζήτημα τῆς Κυριακῆς ἀργίας τῶν ἀρτοποιῶν λαμβάνει ὀξύτατον χαρακτῆρα. Οἱ ἀρτοποιοὶ ἐδήλωσαν ὅτι δὲν θὰ συμμορφωθῶσι πρὸς τὰς ἀποφάσεις καὶ ἀπειλοῦν νὰ κλείσωσι τὰ καταστήματά των. — [975, 913, 1211, 1007]
staff-name: ΘΕΟΔ. ΚΑΛΛΟΓΕΡΙΚΟΣ — [15, 344, 154, 358]
staff-name: ΙΩ. ΚΟΝΔΥΛΑΚΗΣ (Αρχισυντάκτης) — [15, 174, 219, 188]
ad-text: Μέλος τῆς Γαλλικῆς Ὀφθαλμολογικῆς Ἑταιρείας, ἐν τῇ Ὀφθαλμολογικῇ Κλινικῇ τοῦ Πανεπιστημίου βοηθὸς τοῦ ἐν Παρισίοις καθηγητοῦ ΡΑΝΑ. ἀσσιστάντ τοῦ διασήμου καθηγητοῦ GALESOWSKI κτλ. — [487, 1237, 698, 1319]
article-paragraph: Ἀποθανὼν ἐκηδεύθη μετὰ πάσης μεγαλοπρεπείας ὁ Δημοσθένης Ἀβαντῖνος, πρώην Διευθυντὴς τῶν Ταχυδρομείων καὶ Τηλεγράφων ἐπὶ τῶν ἡμερῶν τοῦ ὁποίου πλεῖστα βελτιώσεις τῆς ὑπηρεσίας τούτου τοῦ κλάδου ἐγένοντο. — [9, 1326, 223, 1436]
serial-author: ΛΑΜΠΡΟΣ ΚΑΤΩΝΗΣ — [276, 206, 423, 221]
article-paragraph: Μετὰ τὸν θάνατον τῶν αἰχμαλώτων πειρατῶν ὁ Κατώνης ἐπέστρεψεν καὶ ἐπεβιβάσθη ἐπὶ τοῦ πλοίου. — [240, 1186, 459, 1232]
ad-text: Θεραπεύει τοὺς πάσχοντας ἐκ Νοσημάτων — [508, 1328, 677, 1357]
article-paragraph: Τὸ νέον πρακτορεῖον θὰ διευθύνεται ὑπὸ ἐμπειροτάτου ὑπαλλήλου τοῦ Ὑπουργείου τοῦ Ἐμπορίου. — [1228, 664, 1499, 710]
article-paragraph: Ἰσως μετὰ τῆς πολλῆς ὀργῆς καὶ ἐχθρᾶς ὁ Κατώνης ἐκ τῆς ἀπαλλαγῆς ἤθελεν ἐκ τῶν αἰχμαλώτων νὰ μάθῃ ποῦ εὑρίσκεται τὸ κρησφύγετον τῶν πειρατῶν. Ἀλλ' οὗτοι οὐδὲν ἠθέλησαν νὰ ἀποκαλύψωσι, παρὰ τὰς ἀπειλάς. — [240, 810, 459, 904]
article-paragraph: Ἀναχωρεῖ αὔριον δι' Ἀλεξάνδρειαν τὴ ἀμφὶ θεατρῶν ἐκλεκτή ἐντεῦθεν μεγαλέμπορος καὶ κτηματίας κ. Νῖκος Ἰωαννίδης μετὰ τῆς σεβαστῆς συζύγου τοῦ κ. Ἀμφιλοχίου. — [476, 471, 709, 548]
article-paragraph: Τὴν κηδείαν του παρηκολούθησαν πλεῖστοι κατεστήματα τῆς τέχνης καὶ τῶν συναδέλφων καὶ τῶν τηλεγράφων. — [9, 1444, 223, 1506]
section-subheading: Η ΕΞΩΤΕΡΙΚΗ ΠΟΛΙΤΙΚΗ — [771, 1192, 913, 1203]
article-paragraph: Τοποθετοῦνται οἱ ὑπίατροι Παπαθεοδωρόπουλος εἰς τὸ Στρατιωτικὸν Νοσοκομεῖον Μεσολογγίου, ὁ Ι. Θεοδωρίδης εἰς τὸ Θεραπευτήριον Πατρῶν, Νικηφόρος Κεφαλληνὸς εἰς τὸ Στρατιωτικὸν Νοσοκομεῖον Κερκύρας. — [9, 779, 223, 888]
article-paragraph: Παρεζέσκονται ἐνδυμασίας κατασκευασμένας εἰς τὸ νέον ραφεῖον Χρυσανθόπουλου ἐπὶ τῇ ἐγγυήσει τοῦ καταστήματος. — [9, 2239, 223, 2300]
article-paragraph: Ὁ Κατώνης ἐπέτρεψεν εἰς τοὺς αἰχμαλώτους νὰ ἀναπαυθῶσι καὶ διέταξε νὰ τοῖς δοθῇ τροφή. Ἐπειτα ἐκάθησεν πλησίον τοῦ πηδαλίου καὶ σιωπηλὸς παρετήρει τὸν ὁρίζοντα. — [240, 724, 459, 801]
section-subheading: ΑΙ ΓΝΩΜΑΙ ΤΟΥ κ. ΘΕΟΤΟΚΗ — [1014, 1585, 1173, 1596]
section-heading: ΑΤΡΙΟΝ — [555, 324, 630, 345]
article-paragraph: Τοποθετοῦνται οἱ ἀρχίατροι Φ. Σκαῦρος εἰς τὴν ΙΙ μεραρχίαν καὶ Γ. Κουλούρης εἰς τὴν ΙΙ μεραρχίαν. — [9, 671, 223, 716]
article-paragraph: γνώσεις τῶν λιμενικῶν ἔργων ἐξετάζει πρὸς τὸ καλὸν τοῦ λιμένος. Ἀπεφασίσθη νὰ κατατεθῶσι τὰ σχέδια πρὸς ἔγκρισιν. — [975, 303, 1211, 349]
